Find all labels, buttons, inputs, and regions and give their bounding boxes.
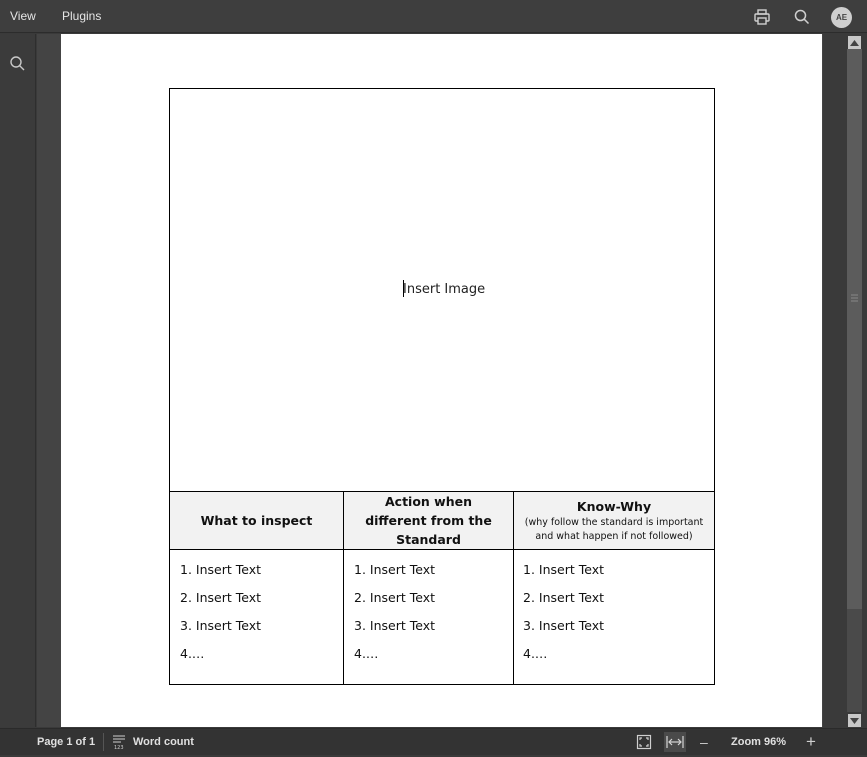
- top-toolbar: [0, 0, 867, 33]
- list-item: 4.…: [354, 646, 379, 661]
- status-bar: [0, 728, 867, 755]
- left-sidebar: [0, 34, 36, 727]
- word-count-button[interactable]: Word count: [133, 736, 194, 748]
- search-icon[interactable]: [793, 8, 811, 26]
- list-item: 3. Insert Text: [180, 618, 262, 633]
- header-label: Action when different from the Standard: [365, 494, 492, 547]
- list-what-to-inspect[interactable]: [180, 560, 261, 672]
- header-label: What to inspect: [200, 513, 313, 528]
- list-know-why[interactable]: [523, 560, 604, 672]
- vertical-scrollbar[interactable]: [846, 34, 863, 727]
- column-divider: [513, 491, 514, 684]
- status-divider: [103, 733, 104, 751]
- zoom-out-button[interactable]: –: [700, 734, 708, 750]
- scroll-down-arrow-icon[interactable]: [848, 714, 861, 727]
- print-icon[interactable]: [753, 8, 771, 26]
- list-item: 2. Insert Text: [180, 590, 262, 605]
- list-item: 4.…: [523, 646, 548, 661]
- image-placeholder-area[interactable]: [170, 89, 714, 491]
- list-item: 1. Insert Text: [180, 562, 262, 577]
- fit-page-icon[interactable]: [636, 734, 652, 750]
- list-item: 3. Insert Text: [523, 618, 605, 633]
- zoom-in-button[interactable]: +: [806, 732, 816, 751]
- search-icon[interactable]: [9, 55, 27, 73]
- header-what-to-inspect[interactable]: [170, 492, 343, 549]
- table-header-row: [170, 491, 714, 550]
- list-item: 1. Insert Text: [523, 562, 605, 577]
- page-indicator[interactable]: Page 1 of 1: [37, 736, 96, 748]
- header-know-why[interactable]: [514, 492, 714, 549]
- scrollbar-thumb[interactable]: [847, 49, 862, 609]
- list-item: 2. Insert Text: [354, 590, 436, 605]
- zoom-level[interactable]: Zoom 96%: [731, 736, 787, 748]
- image-placeholder-label: Insert Image: [403, 282, 486, 297]
- avatar[interactable]: AE: [831, 7, 852, 28]
- list-action[interactable]: [354, 560, 435, 672]
- menu-plugins[interactable]: Plugins: [62, 9, 102, 23]
- scroll-up-arrow-icon[interactable]: [848, 36, 861, 49]
- header-sublabel: (why follow the standard is important and what happen if not followed): [524, 517, 704, 542]
- menu-view[interactable]: View: [10, 9, 36, 23]
- list-item: 2. Insert Text: [523, 590, 605, 605]
- header-label: Know-Why: [576, 499, 652, 514]
- list-item: 1. Insert Text: [354, 562, 436, 577]
- fit-width-icon[interactable]: [664, 732, 686, 752]
- list-item: 3. Insert Text: [354, 618, 436, 633]
- word-count-icon[interactable]: [112, 734, 126, 750]
- svg-text:123: 123: [114, 745, 124, 750]
- header-action[interactable]: [344, 492, 513, 549]
- table-body-row: [170, 550, 714, 684]
- list-item: 4.…: [180, 646, 205, 661]
- inspection-form: [169, 88, 715, 685]
- column-divider: [343, 491, 344, 684]
